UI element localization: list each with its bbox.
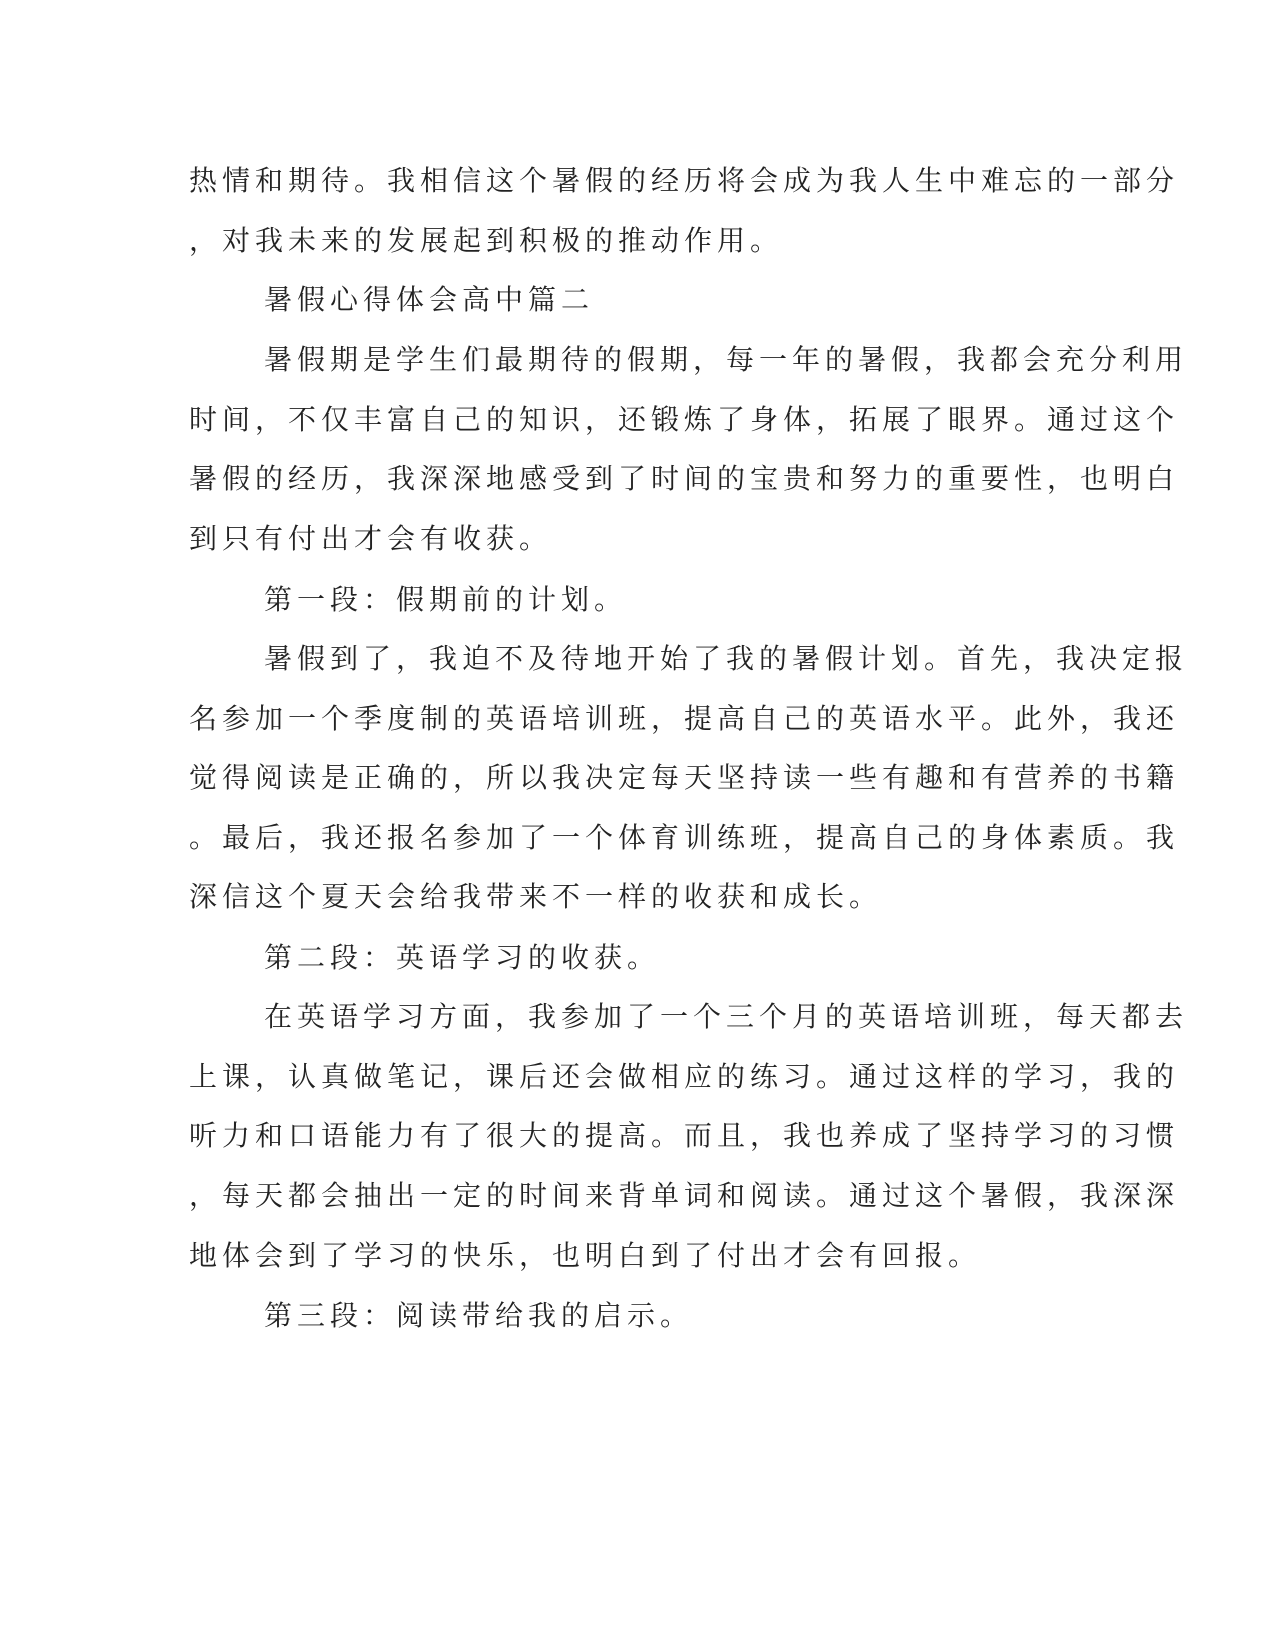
section-heading: 暑假心得体会高中篇二	[264, 283, 595, 316]
text-line: 名参加一个季度制的英语培训班，提高自己的英语水平。此外，我还	[189, 702, 1180, 735]
text-line: 在英语学习方面，我参加了一个三个月的英语培训班，每天都去	[264, 1000, 1189, 1033]
text-line: ，对我未来的发展起到积极的推动作用。	[189, 224, 784, 257]
text-line: 暑假期是学生们最期待的假期，每一年的暑假，我都会充分利用	[264, 343, 1189, 376]
text-line: 暑假的经历，我深深地感受到了时间的宝贵和努力的重要性，也明白	[189, 462, 1180, 495]
text-line: 深信这个夏天会给我带来不一样的收获和成长。	[189, 880, 883, 913]
text-line: 地体会到了学习的快乐，也明白到了付出才会有回报。	[189, 1239, 982, 1272]
text-line: 听力和口语能力有了很大的提高。而且，我也养成了坚持学习的习惯	[189, 1119, 1180, 1152]
section-heading: 第一段：假期前的计划。	[264, 583, 628, 616]
section-heading: 第三段：阅读带给我的启示。	[264, 1299, 694, 1332]
text-line: 暑假到了，我迫不及待地开始了我的暑假计划。首先，我决定报	[264, 642, 1189, 675]
text-line: 时间，不仅丰富自己的知识，还锻炼了身体，拓展了眼界。通过这个	[189, 403, 1180, 436]
text-line: 觉得阅读是正确的，所以我决定每天坚持读一些有趣和有营养的书籍	[189, 761, 1180, 794]
text-line: 上课，认真做笔记，课后还会做相应的练习。通过这样的学习，我的	[189, 1060, 1180, 1093]
text-line: 。最后，我还报名参加了一个体育训练班，提高自己的身体素质。我	[189, 821, 1180, 854]
section-heading: 第二段：英语学习的收获。	[264, 941, 661, 974]
text-line: 到只有付出才会有收获。	[189, 522, 553, 555]
text-line: 热情和期待。我相信这个暑假的经历将会成为我人生中难忘的一部分	[189, 164, 1180, 197]
text-line: ，每天都会抽出一定的时间来背单词和阅读。通过这个暑假，我深深	[189, 1179, 1180, 1212]
